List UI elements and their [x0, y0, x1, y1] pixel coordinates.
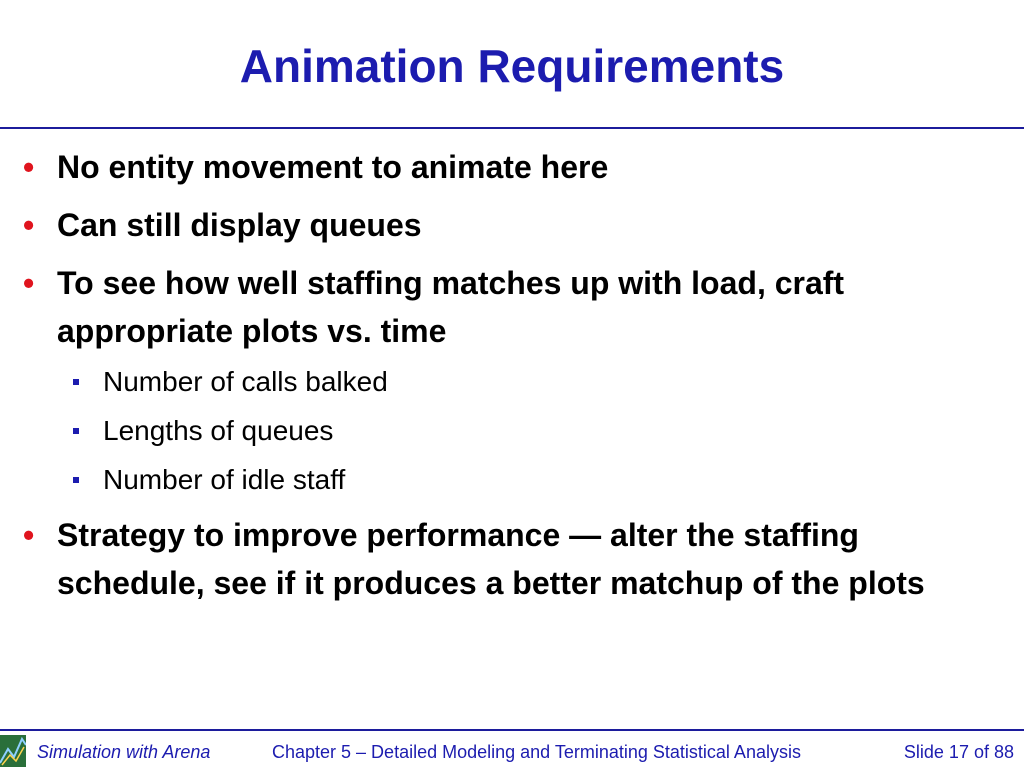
footer-divider [0, 729, 1024, 731]
bullet-item [23, 143, 987, 191]
arena-logo-icon [0, 735, 26, 767]
sub-bullet-item [103, 462, 963, 498]
footer-slide-number: Slide 17 of 88 [903, 742, 1014, 762]
sub-bullet-item [103, 413, 963, 449]
footer-chapter-title: Chapter 5 – Detailed Modeling and Terminating Statistical Analysis [272, 742, 801, 762]
bullet-dot-icon: • [23, 149, 35, 185]
slide-title: Animation Requirements [239, 40, 785, 92]
bullet-text: No entity movement to animate here [57, 149, 609, 185]
sub-bullet-text: Lengths of queues [103, 415, 334, 446]
bullet-item [23, 259, 987, 355]
footer-course-title: Simulation with Arena [37, 742, 211, 762]
bullet-text: Strategy to improve performance — alter the staffing schedule, see if it produces a better matchup of the plots [57, 517, 925, 601]
sub-bullet-text: Number of idle staff [103, 464, 346, 495]
bullet-text: To see how well staffing matches up with load, craft appropriate plots vs. time [57, 265, 845, 349]
bullet-item [23, 511, 987, 607]
square-bullet-icon [73, 477, 79, 483]
bullet-item [23, 201, 987, 249]
square-bullet-icon [73, 379, 79, 385]
slide-footer [0, 729, 1024, 768]
bullet-dot-icon: • [23, 517, 35, 553]
square-bullet-icon [73, 428, 79, 434]
bullet-dot-icon: • [23, 265, 35, 301]
sub-bullet-item [103, 364, 963, 400]
bullet-dot-icon: • [23, 207, 35, 243]
bullet-text: Can still display queues [57, 207, 422, 243]
sub-bullet-text: Number of calls balked [103, 366, 388, 397]
